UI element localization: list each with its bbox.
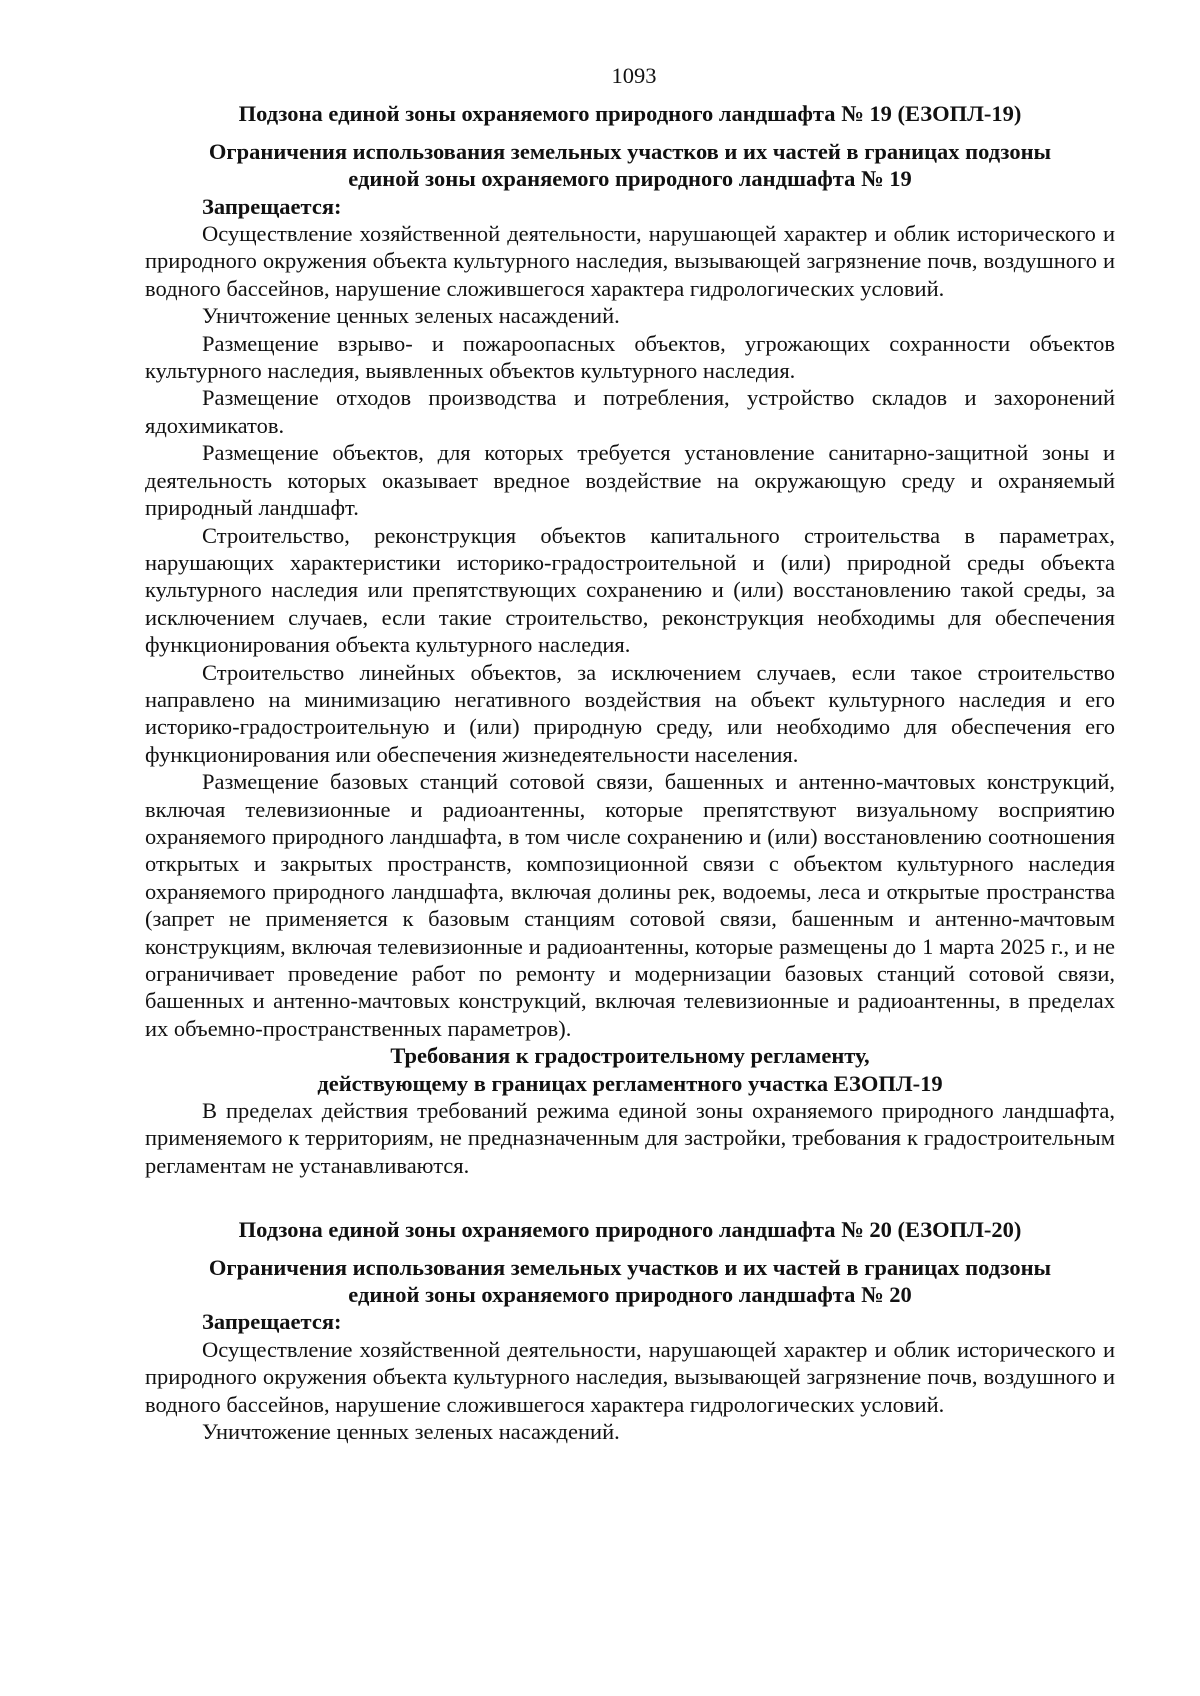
zone-19-paragraph: Размещение базовых станций сотовой связи, башенных и антенно-мачтовых конструкций, включая телевизионные и радиоантенны, которые препятствуют визуальному восприятию охраняемого природного ландшафта, в том числе сохранению и (или) восстановлению соотношения открытых и закрытых пространств, композиционной связи с объектом культурного наследия охраняемого природного ландшафта, включая долины рек, водоемы, леса и открытые пространства (запрет не применяется к базовым станциям сотовой связи, башенным и антенно-мачтовым конструкциям, включая телевизионные и радиоантенны, которые размещены до 1 марта 2025 г., и не ограничивает проведение работ по ремонту и модернизации базовых станций сотовой связи, башенных и антенно-мачтовых конструкций, включая телевизионные и радиоантенны, в пределах их объемно-пространственных параметров). [145,769,1115,1041]
zone-19-title: Подзона единой зоны охраняемого природного ландшафта № 19 (ЕЗОПЛ-19) [238,101,1022,127]
zone-19-restrictions-title [145,138,1115,193]
zone-19-requirements-title-line2: действующему в границах регламентного участка ЕЗОПЛ-19 [317,1070,943,1096]
zone-19-prohibited-label: Запрещается: [202,193,342,219]
zone-20-prohibited-label: Запрещается: [202,1309,342,1335]
page-number: 1093 [611,63,657,88]
zone-20-restrictions-title-line2: единой зоны охраняемого природного ландшафта № 20 [348,1282,912,1308]
zone-19-paragraph: Осуществление хозяйственной деятельности, нарушающей характер и облик исторического и природного окружения объекта культурного наследия, вызывающей загрязнение почв, воздушного и водного бассейнов, нарушение сложившегося характера гидрологических условий. [145,221,1115,301]
zone-19-paragraph: Строительство линейных объектов, за исключением случаев, если такое строительство направлено на минимизацию негативного воздействия на объект культурного наследия и его историко-градостроительную и (или) природную среду, или необходимо для обеспечения его функционирования или обеспечения жизнедеятельности населения. [145,659,1115,767]
zone-19-restrictions-title-line1: Ограничения использования земельных участков и их частей в границах подзоны [208,138,1052,164]
zone-19-paragraph: Размещение объектов, для которых требуется установление санитарно-защитной зоны и деятельность которых оказывает вредное воздействие на окружающую среду и охраняемый природный ландшафт. [145,440,1115,521]
zone-19-requirements-title [145,1042,1115,1097]
document-page [145,62,1115,1446]
zone-19-requirements-text: В пределах действия требований режима единой зоны охраняемого природного ландшафта, применяемого к территориям, не предназначенным для застройки, требования к градостроительным регламентам не устанавливаются. [145,1098,1115,1178]
zone-20-paragraph: Осуществление хозяйственной деятельности, нарушающей характер и облик исторического и природного окружения объекта культурного наследия, вызывающей загрязнение почв, воздушного и водного бассейнов, нарушение сложившегося характера гидрологических условий. [145,1336,1115,1417]
zone-19-requirements-title-line1: Требования к градостроительному регламенту, [390,1043,870,1069]
zone-20-restrictions-title [145,1254,1115,1309]
zone-20-restrictions-title-line1: Ограничения использования земельных участков и их частей в границах подзоны [208,1254,1052,1280]
zone-19-paragraph: Уничтожение ценных зеленых насаждений. [202,303,620,329]
zone-19-paragraph: Размещение взрыво- и пожароопасных объектов, угрожающих сохранности объектов культурного наследия, выявленных объектов культурного наследия. [145,330,1115,384]
zone-19-paragraph: Строительство, реконструкция объектов капитального строительства в параметрах, нарушающих характеристики историко-градостроительной и (или) природной среды объекта культурного наследия или препятствующих сохранению и (или) восстановлению такой среды, за исключением случаев, если такие строительство, реконструкция необходимы для обеспечения функционирования объекта культурного наследия. [145,522,1115,658]
zone-19-restrictions-title-line2: единой зоны охраняемого природного ландшафта № 19 [348,166,912,192]
zone-19-paragraph: Размещение отходов производства и потребления, устройство складов и захоронений ядохимикатов. [145,385,1115,438]
zone-20-title: Подзона единой зоны охраняемого природного ландшафта № 20 (ЕЗОПЛ-20) [238,1217,1022,1243]
zone-20-paragraph: Уничтожение ценных зеленых насаждений. [202,1419,620,1445]
